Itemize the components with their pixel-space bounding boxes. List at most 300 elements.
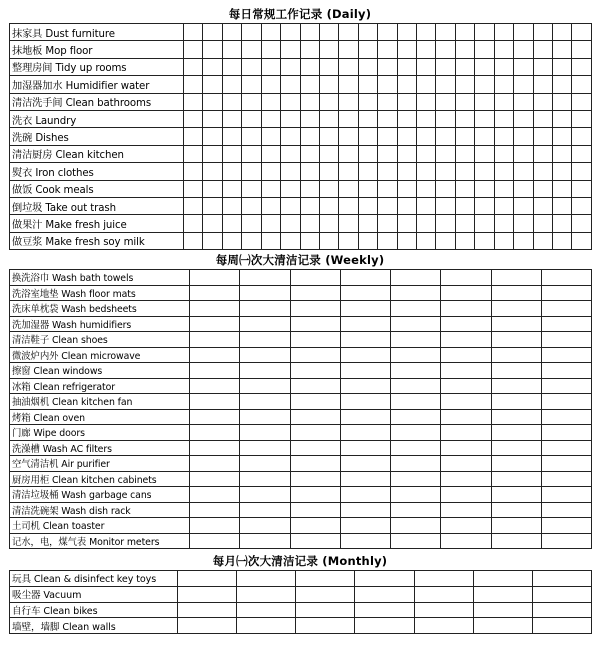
daily-check-cell[interactable] <box>533 24 552 41</box>
daily-check-cell[interactable] <box>281 197 300 214</box>
daily-check-cell[interactable] <box>455 110 474 127</box>
weekly-check-cell[interactable] <box>240 487 290 503</box>
daily-check-cell[interactable] <box>222 180 241 197</box>
weekly-check-cell[interactable] <box>190 347 240 363</box>
weekly-check-cell[interactable] <box>190 332 240 348</box>
daily-check-cell[interactable] <box>378 41 397 58</box>
daily-check-cell[interactable] <box>300 163 319 180</box>
daily-check-cell[interactable] <box>417 76 436 93</box>
weekly-check-cell[interactable] <box>290 425 340 441</box>
weekly-check-cell[interactable] <box>240 270 290 286</box>
daily-check-cell[interactable] <box>319 110 338 127</box>
daily-check-cell[interactable] <box>300 41 319 58</box>
weekly-check-cell[interactable] <box>391 471 441 487</box>
weekly-check-cell[interactable] <box>290 502 340 518</box>
weekly-check-cell[interactable] <box>340 316 390 332</box>
daily-check-cell[interactable] <box>436 215 455 232</box>
daily-check-cell[interactable] <box>514 145 533 162</box>
daily-check-cell[interactable] <box>436 76 455 93</box>
daily-check-cell[interactable] <box>203 180 222 197</box>
monthly-check-cell[interactable] <box>237 586 296 602</box>
daily-check-cell[interactable] <box>300 110 319 127</box>
daily-check-cell[interactable] <box>339 110 358 127</box>
daily-check-cell[interactable] <box>300 76 319 93</box>
daily-check-cell[interactable] <box>203 215 222 232</box>
daily-check-cell[interactable] <box>553 145 572 162</box>
daily-check-cell[interactable] <box>514 128 533 145</box>
weekly-check-cell[interactable] <box>340 502 390 518</box>
daily-check-cell[interactable] <box>572 93 591 110</box>
weekly-check-cell[interactable] <box>391 409 441 425</box>
daily-check-cell[interactable] <box>261 41 280 58</box>
monthly-check-cell[interactable] <box>296 586 355 602</box>
daily-check-cell[interactable] <box>300 215 319 232</box>
daily-check-cell[interactable] <box>339 58 358 75</box>
daily-check-cell[interactable] <box>319 58 338 75</box>
weekly-check-cell[interactable] <box>441 363 491 379</box>
daily-check-cell[interactable] <box>553 232 572 249</box>
daily-check-cell[interactable] <box>281 215 300 232</box>
daily-check-cell[interactable] <box>397 76 416 93</box>
daily-check-cell[interactable] <box>222 41 241 58</box>
daily-check-cell[interactable] <box>455 93 474 110</box>
daily-check-cell[interactable] <box>242 76 261 93</box>
weekly-check-cell[interactable] <box>541 533 591 549</box>
daily-check-cell[interactable] <box>475 110 494 127</box>
weekly-check-cell[interactable] <box>240 409 290 425</box>
daily-check-cell[interactable] <box>358 128 377 145</box>
weekly-check-cell[interactable] <box>441 456 491 472</box>
daily-check-cell[interactable] <box>533 58 552 75</box>
daily-check-cell[interactable] <box>261 110 280 127</box>
daily-check-cell[interactable] <box>222 163 241 180</box>
weekly-check-cell[interactable] <box>340 270 390 286</box>
daily-check-cell[interactable] <box>319 215 338 232</box>
daily-check-cell[interactable] <box>533 145 552 162</box>
daily-check-cell[interactable] <box>261 93 280 110</box>
weekly-check-cell[interactable] <box>290 270 340 286</box>
daily-check-cell[interactable] <box>358 197 377 214</box>
daily-check-cell[interactable] <box>222 215 241 232</box>
daily-check-cell[interactable] <box>358 24 377 41</box>
weekly-check-cell[interactable] <box>491 518 541 534</box>
daily-check-cell[interactable] <box>553 93 572 110</box>
daily-check-cell[interactable] <box>417 180 436 197</box>
weekly-check-cell[interactable] <box>240 425 290 441</box>
daily-check-cell[interactable] <box>261 76 280 93</box>
weekly-check-cell[interactable] <box>240 347 290 363</box>
weekly-check-cell[interactable] <box>491 285 541 301</box>
monthly-check-cell[interactable] <box>178 618 237 634</box>
daily-check-cell[interactable] <box>319 163 338 180</box>
weekly-check-cell[interactable] <box>541 425 591 441</box>
monthly-check-cell[interactable] <box>355 618 414 634</box>
daily-check-cell[interactable] <box>397 128 416 145</box>
daily-check-cell[interactable] <box>242 128 261 145</box>
daily-check-cell[interactable] <box>242 215 261 232</box>
monthly-check-cell[interactable] <box>414 586 473 602</box>
weekly-check-cell[interactable] <box>340 285 390 301</box>
weekly-check-cell[interactable] <box>190 487 240 503</box>
daily-check-cell[interactable] <box>358 76 377 93</box>
daily-check-cell[interactable] <box>339 197 358 214</box>
daily-check-cell[interactable] <box>514 41 533 58</box>
weekly-check-cell[interactable] <box>491 316 541 332</box>
daily-check-cell[interactable] <box>475 58 494 75</box>
daily-check-cell[interactable] <box>533 180 552 197</box>
daily-check-cell[interactable] <box>475 163 494 180</box>
daily-check-cell[interactable] <box>397 145 416 162</box>
monthly-check-cell[interactable] <box>532 602 591 618</box>
daily-check-cell[interactable] <box>455 232 474 249</box>
weekly-check-cell[interactable] <box>391 270 441 286</box>
daily-check-cell[interactable] <box>514 215 533 232</box>
daily-check-cell[interactable] <box>514 180 533 197</box>
weekly-check-cell[interactable] <box>290 285 340 301</box>
daily-check-cell[interactable] <box>261 58 280 75</box>
daily-check-cell[interactable] <box>358 180 377 197</box>
weekly-check-cell[interactable] <box>190 394 240 410</box>
daily-check-cell[interactable] <box>572 197 591 214</box>
daily-check-cell[interactable] <box>242 180 261 197</box>
daily-check-cell[interactable] <box>417 93 436 110</box>
daily-check-cell[interactable] <box>281 58 300 75</box>
weekly-check-cell[interactable] <box>491 533 541 549</box>
weekly-check-cell[interactable] <box>391 301 441 317</box>
daily-check-cell[interactable] <box>494 180 513 197</box>
daily-check-cell[interactable] <box>242 145 261 162</box>
daily-check-cell[interactable] <box>242 41 261 58</box>
daily-check-cell[interactable] <box>436 41 455 58</box>
weekly-check-cell[interactable] <box>190 518 240 534</box>
weekly-check-cell[interactable] <box>340 363 390 379</box>
weekly-check-cell[interactable] <box>340 332 390 348</box>
daily-check-cell[interactable] <box>572 24 591 41</box>
weekly-check-cell[interactable] <box>240 378 290 394</box>
monthly-check-cell[interactable] <box>237 571 296 587</box>
daily-check-cell[interactable] <box>222 110 241 127</box>
daily-check-cell[interactable] <box>358 215 377 232</box>
monthly-check-cell[interactable] <box>296 571 355 587</box>
daily-check-cell[interactable] <box>436 163 455 180</box>
monthly-check-cell[interactable] <box>178 602 237 618</box>
weekly-check-cell[interactable] <box>541 487 591 503</box>
weekly-check-cell[interactable] <box>340 487 390 503</box>
daily-check-cell[interactable] <box>417 110 436 127</box>
daily-check-cell[interactable] <box>455 58 474 75</box>
daily-check-cell[interactable] <box>184 110 203 127</box>
monthly-check-cell[interactable] <box>473 571 532 587</box>
weekly-check-cell[interactable] <box>290 363 340 379</box>
daily-check-cell[interactable] <box>397 163 416 180</box>
weekly-check-cell[interactable] <box>491 471 541 487</box>
weekly-check-cell[interactable] <box>441 440 491 456</box>
daily-check-cell[interactable] <box>281 145 300 162</box>
weekly-check-cell[interactable] <box>340 456 390 472</box>
daily-check-cell[interactable] <box>572 41 591 58</box>
weekly-check-cell[interactable] <box>240 316 290 332</box>
daily-check-cell[interactable] <box>242 93 261 110</box>
weekly-check-cell[interactable] <box>290 471 340 487</box>
weekly-check-cell[interactable] <box>441 285 491 301</box>
daily-check-cell[interactable] <box>572 128 591 145</box>
weekly-check-cell[interactable] <box>541 270 591 286</box>
weekly-check-cell[interactable] <box>441 316 491 332</box>
daily-check-cell[interactable] <box>203 128 222 145</box>
weekly-check-cell[interactable] <box>190 456 240 472</box>
daily-check-cell[interactable] <box>358 41 377 58</box>
daily-check-cell[interactable] <box>261 232 280 249</box>
daily-check-cell[interactable] <box>339 163 358 180</box>
daily-check-cell[interactable] <box>455 180 474 197</box>
weekly-check-cell[interactable] <box>290 394 340 410</box>
daily-check-cell[interactable] <box>184 180 203 197</box>
daily-check-cell[interactable] <box>339 41 358 58</box>
daily-check-cell[interactable] <box>184 76 203 93</box>
weekly-check-cell[interactable] <box>290 378 340 394</box>
daily-check-cell[interactable] <box>203 24 222 41</box>
daily-check-cell[interactable] <box>261 215 280 232</box>
weekly-check-cell[interactable] <box>391 518 441 534</box>
daily-check-cell[interactable] <box>494 76 513 93</box>
daily-check-cell[interactable] <box>475 180 494 197</box>
daily-check-cell[interactable] <box>281 163 300 180</box>
daily-check-cell[interactable] <box>417 58 436 75</box>
daily-check-cell[interactable] <box>533 93 552 110</box>
daily-check-cell[interactable] <box>242 110 261 127</box>
weekly-check-cell[interactable] <box>240 285 290 301</box>
daily-check-cell[interactable] <box>300 128 319 145</box>
daily-check-cell[interactable] <box>261 24 280 41</box>
weekly-check-cell[interactable] <box>441 502 491 518</box>
weekly-check-cell[interactable] <box>391 502 441 518</box>
daily-check-cell[interactable] <box>494 232 513 249</box>
daily-check-cell[interactable] <box>475 232 494 249</box>
daily-check-cell[interactable] <box>397 24 416 41</box>
daily-check-cell[interactable] <box>242 163 261 180</box>
weekly-check-cell[interactable] <box>391 332 441 348</box>
daily-check-cell[interactable] <box>417 41 436 58</box>
daily-check-cell[interactable] <box>553 197 572 214</box>
daily-check-cell[interactable] <box>358 110 377 127</box>
weekly-check-cell[interactable] <box>240 533 290 549</box>
daily-check-cell[interactable] <box>378 180 397 197</box>
daily-check-cell[interactable] <box>553 110 572 127</box>
daily-check-cell[interactable] <box>475 76 494 93</box>
weekly-check-cell[interactable] <box>340 440 390 456</box>
daily-check-cell[interactable] <box>378 58 397 75</box>
daily-check-cell[interactable] <box>242 24 261 41</box>
daily-check-cell[interactable] <box>300 145 319 162</box>
daily-check-cell[interactable] <box>475 41 494 58</box>
weekly-check-cell[interactable] <box>491 270 541 286</box>
daily-check-cell[interactable] <box>533 128 552 145</box>
daily-check-cell[interactable] <box>436 145 455 162</box>
weekly-check-cell[interactable] <box>340 471 390 487</box>
daily-check-cell[interactable] <box>397 41 416 58</box>
daily-check-cell[interactable] <box>203 76 222 93</box>
weekly-check-cell[interactable] <box>240 363 290 379</box>
weekly-check-cell[interactable] <box>391 440 441 456</box>
daily-check-cell[interactable] <box>417 145 436 162</box>
daily-check-cell[interactable] <box>572 163 591 180</box>
daily-check-cell[interactable] <box>572 110 591 127</box>
daily-check-cell[interactable] <box>184 145 203 162</box>
daily-check-cell[interactable] <box>494 128 513 145</box>
daily-check-cell[interactable] <box>339 93 358 110</box>
daily-check-cell[interactable] <box>378 215 397 232</box>
daily-check-cell[interactable] <box>242 232 261 249</box>
monthly-check-cell[interactable] <box>473 618 532 634</box>
daily-check-cell[interactable] <box>572 215 591 232</box>
monthly-check-cell[interactable] <box>296 602 355 618</box>
daily-check-cell[interactable] <box>281 24 300 41</box>
daily-check-cell[interactable] <box>572 58 591 75</box>
weekly-check-cell[interactable] <box>491 456 541 472</box>
daily-check-cell[interactable] <box>436 232 455 249</box>
weekly-check-cell[interactable] <box>491 409 541 425</box>
weekly-check-cell[interactable] <box>391 533 441 549</box>
daily-check-cell[interactable] <box>397 93 416 110</box>
daily-check-cell[interactable] <box>300 58 319 75</box>
weekly-check-cell[interactable] <box>340 301 390 317</box>
daily-check-cell[interactable] <box>222 197 241 214</box>
weekly-check-cell[interactable] <box>290 301 340 317</box>
daily-check-cell[interactable] <box>319 232 338 249</box>
daily-check-cell[interactable] <box>281 110 300 127</box>
weekly-check-cell[interactable] <box>290 347 340 363</box>
weekly-check-cell[interactable] <box>340 533 390 549</box>
weekly-check-cell[interactable] <box>441 487 491 503</box>
monthly-check-cell[interactable] <box>355 571 414 587</box>
daily-check-cell[interactable] <box>261 145 280 162</box>
weekly-check-cell[interactable] <box>491 332 541 348</box>
daily-check-cell[interactable] <box>281 180 300 197</box>
daily-check-cell[interactable] <box>553 76 572 93</box>
daily-check-cell[interactable] <box>417 232 436 249</box>
daily-check-cell[interactable] <box>494 110 513 127</box>
daily-check-cell[interactable] <box>358 163 377 180</box>
weekly-check-cell[interactable] <box>190 301 240 317</box>
weekly-check-cell[interactable] <box>391 285 441 301</box>
weekly-check-cell[interactable] <box>240 301 290 317</box>
daily-check-cell[interactable] <box>514 110 533 127</box>
daily-check-cell[interactable] <box>261 163 280 180</box>
daily-check-cell[interactable] <box>533 197 552 214</box>
daily-check-cell[interactable] <box>203 163 222 180</box>
daily-check-cell[interactable] <box>242 197 261 214</box>
weekly-check-cell[interactable] <box>190 425 240 441</box>
weekly-check-cell[interactable] <box>340 378 390 394</box>
daily-check-cell[interactable] <box>378 93 397 110</box>
weekly-check-cell[interactable] <box>541 409 591 425</box>
daily-check-cell[interactable] <box>203 58 222 75</box>
weekly-check-cell[interactable] <box>240 394 290 410</box>
daily-check-cell[interactable] <box>533 163 552 180</box>
daily-check-cell[interactable] <box>436 197 455 214</box>
weekly-check-cell[interactable] <box>240 502 290 518</box>
weekly-check-cell[interactable] <box>190 363 240 379</box>
weekly-check-cell[interactable] <box>441 378 491 394</box>
weekly-check-cell[interactable] <box>491 301 541 317</box>
weekly-check-cell[interactable] <box>441 471 491 487</box>
daily-check-cell[interactable] <box>475 145 494 162</box>
daily-check-cell[interactable] <box>553 215 572 232</box>
monthly-check-cell[interactable] <box>473 602 532 618</box>
weekly-check-cell[interactable] <box>441 394 491 410</box>
daily-check-cell[interactable] <box>553 163 572 180</box>
daily-check-cell[interactable] <box>455 24 474 41</box>
daily-check-cell[interactable] <box>261 128 280 145</box>
weekly-check-cell[interactable] <box>541 332 591 348</box>
daily-check-cell[interactable] <box>339 215 358 232</box>
daily-check-cell[interactable] <box>475 197 494 214</box>
daily-check-cell[interactable] <box>494 58 513 75</box>
daily-check-cell[interactable] <box>319 41 338 58</box>
monthly-check-cell[interactable] <box>532 586 591 602</box>
weekly-check-cell[interactable] <box>541 440 591 456</box>
daily-check-cell[interactable] <box>417 197 436 214</box>
daily-check-cell[interactable] <box>339 76 358 93</box>
daily-check-cell[interactable] <box>203 93 222 110</box>
weekly-check-cell[interactable] <box>441 270 491 286</box>
daily-check-cell[interactable] <box>378 24 397 41</box>
weekly-check-cell[interactable] <box>491 440 541 456</box>
daily-check-cell[interactable] <box>222 24 241 41</box>
monthly-check-cell[interactable] <box>296 618 355 634</box>
daily-check-cell[interactable] <box>514 24 533 41</box>
weekly-check-cell[interactable] <box>541 363 591 379</box>
weekly-check-cell[interactable] <box>491 487 541 503</box>
weekly-check-cell[interactable] <box>541 378 591 394</box>
daily-check-cell[interactable] <box>203 145 222 162</box>
weekly-check-cell[interactable] <box>541 316 591 332</box>
daily-check-cell[interactable] <box>475 24 494 41</box>
weekly-check-cell[interactable] <box>240 518 290 534</box>
daily-check-cell[interactable] <box>319 180 338 197</box>
daily-check-cell[interactable] <box>475 215 494 232</box>
weekly-check-cell[interactable] <box>240 456 290 472</box>
daily-check-cell[interactable] <box>455 145 474 162</box>
weekly-check-cell[interactable] <box>441 425 491 441</box>
weekly-check-cell[interactable] <box>491 394 541 410</box>
weekly-check-cell[interactable] <box>441 409 491 425</box>
daily-check-cell[interactable] <box>378 110 397 127</box>
daily-check-cell[interactable] <box>319 76 338 93</box>
daily-check-cell[interactable] <box>339 24 358 41</box>
daily-check-cell[interactable] <box>455 163 474 180</box>
monthly-check-cell[interactable] <box>532 571 591 587</box>
daily-check-cell[interactable] <box>184 128 203 145</box>
daily-check-cell[interactable] <box>455 128 474 145</box>
daily-check-cell[interactable] <box>261 180 280 197</box>
daily-check-cell[interactable] <box>475 128 494 145</box>
daily-check-cell[interactable] <box>378 197 397 214</box>
weekly-check-cell[interactable] <box>290 440 340 456</box>
daily-check-cell[interactable] <box>378 163 397 180</box>
daily-check-cell[interactable] <box>494 197 513 214</box>
daily-check-cell[interactable] <box>281 76 300 93</box>
daily-check-cell[interactable] <box>300 93 319 110</box>
weekly-check-cell[interactable] <box>391 363 441 379</box>
weekly-check-cell[interactable] <box>441 347 491 363</box>
weekly-check-cell[interactable] <box>190 285 240 301</box>
daily-check-cell[interactable] <box>358 232 377 249</box>
daily-check-cell[interactable] <box>572 145 591 162</box>
monthly-check-cell[interactable] <box>414 571 473 587</box>
weekly-check-cell[interactable] <box>240 332 290 348</box>
weekly-check-cell[interactable] <box>491 502 541 518</box>
